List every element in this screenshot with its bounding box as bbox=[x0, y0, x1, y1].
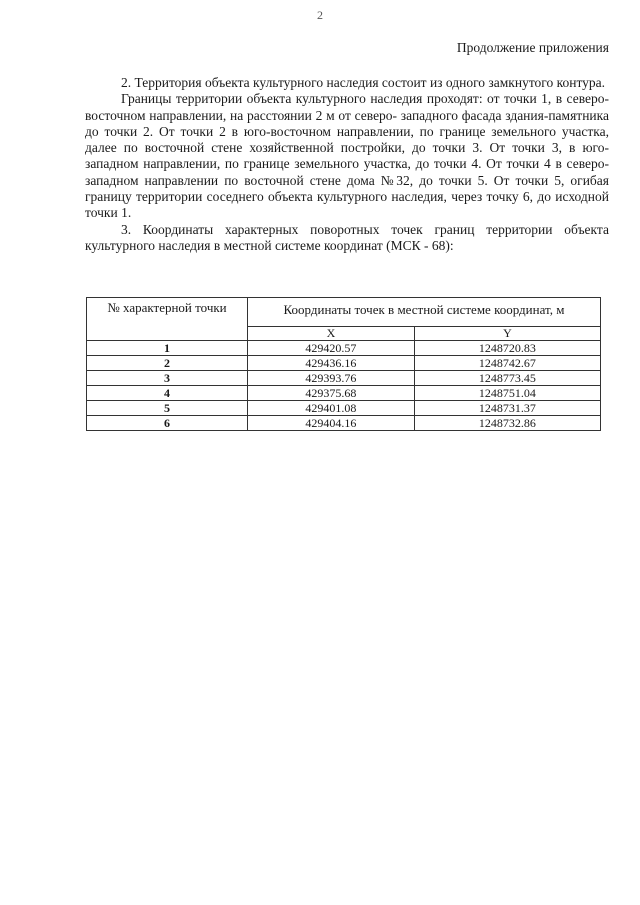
point-number: 4 bbox=[87, 386, 248, 401]
appendix-continuation-note: Продолжение приложения bbox=[456, 40, 609, 55]
point-number: 2 bbox=[87, 356, 248, 371]
table-row bbox=[87, 356, 601, 371]
coordinate-y: 1248731.37 bbox=[414, 401, 600, 416]
coordinate-x: 429393.76 bbox=[248, 371, 415, 386]
coordinate-x: 429420.57 bbox=[248, 341, 415, 356]
table-header-x: X bbox=[248, 327, 415, 341]
table-row bbox=[87, 386, 601, 401]
coordinate-y: 1248732.86 bbox=[414, 416, 600, 431]
coordinate-x: 429404.16 bbox=[248, 416, 415, 431]
point-number: 1 bbox=[87, 341, 248, 356]
document-body bbox=[85, 75, 609, 254]
point-number: 5 bbox=[87, 401, 248, 416]
coordinate-x: 429436.16 bbox=[248, 356, 415, 371]
coordinate-y: 1248720.83 bbox=[414, 341, 600, 356]
paragraph-boundary-description: Границы территории объекта культурного наследия проходят: от точки 1, в северо-восточном направлении, на расстоянии 2 м от северо- западного фасада здания-памятника до точки 2. От точки 2 в юго-восточном направлении, по границе земельного участка, далее по восточной стене хозяйственной постройки, до точки 3. От точки 3, в юго-западном направлении, по границе земельного участка, до точки 4. От точки 4 в северо-западном направлении по восточной стене дома №32, до точки 5. От точки 5, огибая границу территории соседнего объекта культурного наследия, через точку 6, до исходной точки 1. bbox=[85, 91, 609, 221]
table-row bbox=[87, 416, 601, 431]
coordinate-x: 429401.08 bbox=[248, 401, 415, 416]
table-row bbox=[87, 341, 601, 356]
table-header-y: Y bbox=[414, 327, 600, 341]
point-number: 3 bbox=[87, 371, 248, 386]
coordinates-table bbox=[86, 297, 601, 431]
point-number: 6 bbox=[87, 416, 248, 431]
paragraph-territory-contour: 2. Территория объекта культурного наследия состоит из одного замкнутого контура. bbox=[121, 75, 606, 90]
page-number: 2 bbox=[317, 8, 323, 22]
paragraph-coordinates-intro: 3. Координаты характерных поворотных точек границ территории объекта культурного наследия в местной системе координат (МСК - 68): bbox=[85, 221, 609, 253]
table-row bbox=[87, 401, 601, 416]
table-header-point: № характерной точки bbox=[87, 298, 248, 341]
table-row bbox=[87, 371, 601, 386]
table-header-coordinates: Координаты точек в местной системе координат, м bbox=[248, 298, 601, 327]
coordinate-y: 1248773.45 bbox=[414, 371, 600, 386]
coordinate-y: 1248742.67 bbox=[414, 356, 600, 371]
coordinate-y: 1248751.04 bbox=[414, 386, 600, 401]
coordinate-x: 429375.68 bbox=[248, 386, 415, 401]
